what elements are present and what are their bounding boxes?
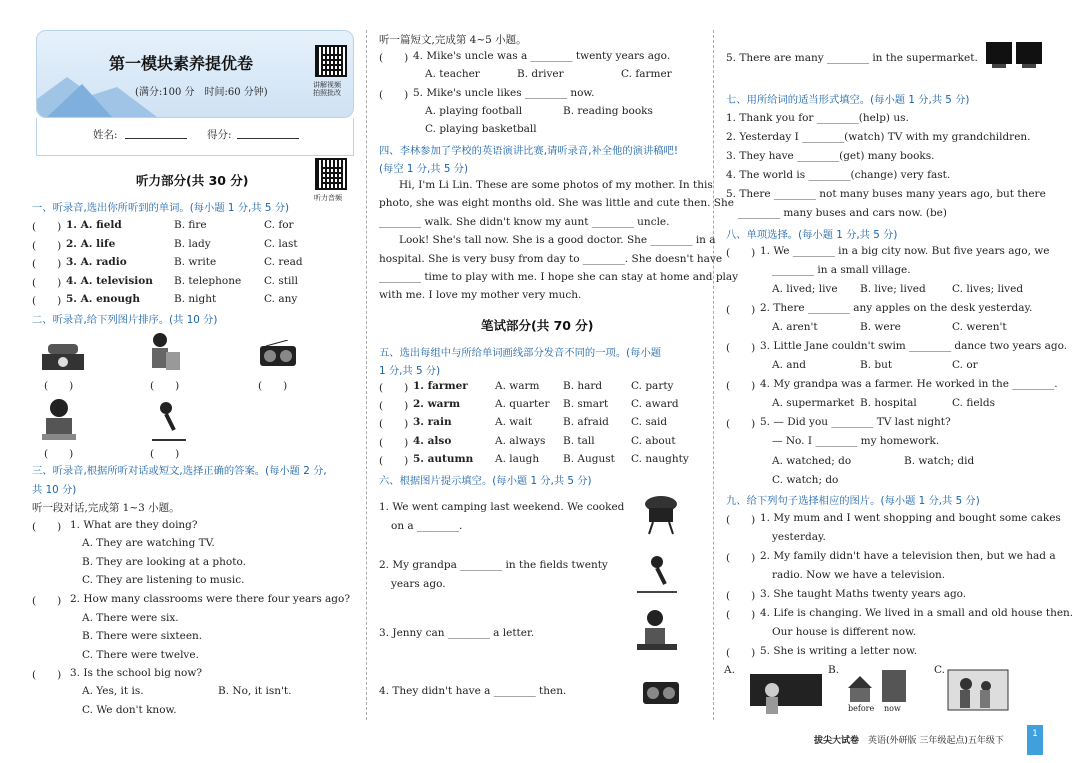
audio-qr-caption: 听力音频: [314, 194, 342, 202]
section5-title: 五、选出每组中与所给单词画线部分发音不同的一项。(每小题: [379, 347, 662, 359]
sound-option-a[interactable]: A. always: [495, 434, 546, 447]
sound-option-b[interactable]: B. smart: [563, 398, 609, 411]
footer-book: 英语(外研版 三年级起点)五年级下: [868, 736, 1004, 746]
question-2: 2. How many classrooms were there four years ago?: [70, 593, 350, 605]
score-label: 得分:: [207, 129, 232, 141]
picture-blank-2[interactable]: ( ): [150, 380, 180, 392]
picture-blank-3[interactable]: ( ): [258, 380, 288, 392]
answer-paren[interactable]: ( ): [726, 247, 756, 259]
word-form-item: ________ many buses and cars now. (be): [738, 207, 947, 219]
now-label: now: [884, 704, 901, 713]
word-form-item: 4. The world is ________(change) very fast.: [726, 169, 951, 181]
girl-cooking-picture: [142, 330, 182, 376]
name-score-box: [36, 118, 354, 156]
match-4: 4. Life is changing. We lived in a small and old house then.: [760, 607, 1074, 619]
section8-title: 八、单项选择。(每小题 1 分,共 5 分): [726, 229, 898, 241]
fill-1: 1. We went camping last weekend. We cooked: [379, 501, 625, 513]
girl-writing-picture: [635, 608, 679, 658]
answer-paren[interactable]: ( ): [32, 258, 62, 271]
sound-option-c[interactable]: C. said: [631, 416, 668, 429]
speech-line: ________ walk. She didn't know my aunt ________ uncle.: [379, 215, 670, 228]
mc-1-cont: ________ in a small village.: [772, 264, 911, 276]
column-middle: [373, 0, 739, 763]
question-1: 1. What are they doing?: [70, 519, 198, 531]
teacher-blackboard-picture: [748, 672, 824, 714]
sound-option-b[interactable]: B. tall: [563, 434, 595, 447]
option-4b[interactable]: B. driver: [517, 68, 564, 80]
mc-4a[interactable]: A. supermarket: [772, 397, 855, 409]
sound-option-c[interactable]: C. about: [631, 434, 676, 447]
option-4c[interactable]: C. farmer: [621, 68, 672, 80]
mc-3c[interactable]: C. or: [952, 359, 978, 371]
answer-paren[interactable]: ( ): [379, 382, 409, 394]
picture-label-c: C.: [934, 664, 945, 676]
sound-option-c[interactable]: C. party: [631, 380, 674, 392]
answer-paren[interactable]: ( ): [379, 436, 409, 449]
mc-1b[interactable]: B. live; lived: [860, 283, 926, 295]
option-2a[interactable]: A. There were six.: [82, 612, 179, 624]
mc-4c[interactable]: C. fields: [952, 397, 996, 409]
word-form-item: 2. Yesterday I ________(watch) TV with my grandchildren.: [726, 131, 1031, 143]
sound-option-b[interactable]: B. hard: [563, 380, 603, 392]
mc-2: 2. There ________ any apples on the desk yesterday.: [760, 302, 1033, 314]
mc-4: 4. My grandpa was a farmer. He worked in the ________.: [760, 378, 1058, 390]
match-2: 2. My family didn't have a television then, but we had a: [760, 550, 1056, 562]
answer-paren[interactable]: ( ): [379, 89, 409, 101]
word-option-c[interactable]: C. for: [264, 219, 294, 231]
answer-paren[interactable]: ( ): [379, 418, 409, 431]
fill-1-cont[interactable]: on a ________.: [391, 520, 463, 532]
passage-intro: 听一篇短文,完成第 4~5 小题。: [379, 34, 527, 46]
match-3: 3. She taught Maths twenty years ago.: [760, 588, 967, 600]
answer-paren[interactable]: ( ): [32, 239, 62, 252]
name-field[interactable]: [125, 138, 187, 139]
word-option-a[interactable]: 1. A. field: [66, 219, 122, 231]
word-option-b[interactable]: B. write: [174, 256, 217, 269]
fill-5: 5. There are many ________ in the supermarket.: [726, 52, 978, 64]
column-left: [30, 0, 360, 763]
word-option-c[interactable]: C. still: [264, 274, 299, 287]
written-heading: 笔试部分(共 70 分): [481, 318, 594, 333]
column-right: [720, 0, 1074, 763]
option-5a[interactable]: A. playing football: [425, 105, 523, 117]
section1-title: 一、听录音,选出你所听到的单词。(每小题 1 分,共 5 分): [32, 202, 290, 214]
word-form-item: 1. Thank you for ________(help) us.: [726, 112, 909, 124]
option-1a[interactable]: A. They are watching TV.: [82, 537, 215, 549]
section4-title: 四、李林参加了学校的英语演讲比赛,请听录音,补全他的演讲稿吧!: [379, 145, 678, 157]
speech-line: with me. I love my mother very much.: [379, 289, 582, 302]
picture-label-a: A.: [724, 664, 735, 676]
answer-paren[interactable]: ( ): [726, 304, 756, 316]
word-option-b[interactable]: B. night: [174, 293, 217, 306]
speech-line: ________ time to play with me. I hope she can stay at home and play: [379, 271, 739, 283]
mc-3: 3. Little Jane couldn't swim ________ dance two years ago.: [760, 340, 1068, 352]
answer-paren[interactable]: ( ): [379, 52, 409, 64]
given-word: 4. also: [413, 434, 452, 447]
answer-paren[interactable]: ( ): [726, 418, 756, 430]
section5-title-cont: 1 分,共 5 分): [379, 365, 441, 377]
option-1b[interactable]: B. They are looking at a photo.: [82, 556, 246, 568]
option-4a[interactable]: A. teacher: [425, 68, 480, 80]
fill-4: 4. They didn't have a ________ then.: [379, 685, 567, 697]
question-5: 5. Mike's uncle likes ________ now.: [413, 87, 595, 99]
page-number: 1: [1027, 725, 1043, 755]
mc-5b[interactable]: B. watch; did: [904, 455, 975, 467]
televisions-picture: [984, 40, 1044, 72]
houses-picture: [846, 668, 910, 704]
word-option-a[interactable]: 3. A. radio: [66, 256, 127, 269]
match-4-cont: Our house is different now.: [772, 626, 917, 638]
answer-paren[interactable]: ( ): [32, 221, 62, 233]
mc-1a[interactable]: A. lived; live: [772, 283, 838, 295]
score-field[interactable]: [237, 138, 299, 139]
answer-paren[interactable]: ( ): [726, 590, 756, 602]
word-option-c[interactable]: C. any: [264, 293, 298, 306]
radio-picture-2: [641, 676, 681, 706]
given-word: 3. rain: [413, 416, 452, 429]
sound-option-a[interactable]: A. warm: [495, 380, 540, 392]
telephone-picture: [38, 336, 88, 374]
section9-title: 九、给下列句子选择相应的图片。(每小题 1 分,共 5 分): [726, 495, 980, 507]
sound-option-c[interactable]: C. award: [631, 398, 679, 411]
qr-caption: 讲解视频 拍照批改: [313, 81, 341, 97]
section7-title: 七、用所给词的适当形式填空。(每小题 1 分,共 5 分): [726, 94, 970, 106]
section4-title-cont: (每空 1 分,共 5 分): [379, 163, 468, 175]
column-divider: [713, 30, 714, 720]
word-option-b[interactable]: B. lady: [174, 237, 211, 250]
answer-paren[interactable]: ( ): [726, 342, 756, 354]
word-option-b[interactable]: B. fire: [174, 219, 207, 231]
answer-paren[interactable]: ( ): [32, 669, 62, 681]
option-5b[interactable]: B. reading books: [563, 105, 653, 117]
option-3b[interactable]: B. No, it isn't.: [218, 685, 292, 697]
qr-code[interactable]: [315, 45, 347, 77]
shopping-picture: [946, 668, 1010, 712]
mc-2a[interactable]: A. aren't: [772, 321, 818, 333]
mc-2c[interactable]: C. weren't: [952, 321, 1007, 333]
mc-3a[interactable]: A. and: [772, 359, 807, 371]
given-word: 1. farmer: [413, 380, 468, 392]
word-option-a[interactable]: 2. A. life: [66, 237, 116, 250]
title-banner: [36, 30, 354, 118]
word-option-c[interactable]: C. read: [264, 256, 303, 269]
dialogue-intro: 听一段对话,完成第 1~3 小题。: [32, 502, 180, 514]
answer-paren[interactable]: ( ): [32, 595, 62, 607]
section3-title-cont: 共 10 分): [32, 484, 77, 496]
audio-qr-code[interactable]: [315, 158, 347, 190]
answer-paren[interactable]: ( ): [32, 276, 62, 289]
sound-option-a[interactable]: A. quarter: [495, 398, 550, 411]
picture-blank-4[interactable]: ( ): [44, 448, 74, 460]
boy-writing-picture: [40, 396, 78, 442]
option-2c[interactable]: C. There were twelve.: [82, 649, 199, 661]
picture-blank-5[interactable]: ( ): [150, 448, 180, 460]
answer-paren[interactable]: ( ): [726, 380, 756, 392]
match-1: 1. My mum and I went shopping and bought some cakes: [760, 512, 1061, 524]
mc-1c[interactable]: C. lives; lived: [952, 283, 1024, 295]
picture-blank-1[interactable]: ( ): [44, 380, 74, 392]
question-3: 3. Is the school big now?: [70, 667, 202, 679]
page-title: 第一模块素养提优卷: [109, 54, 254, 73]
match-5: 5. She is writing a letter now.: [760, 645, 918, 657]
given-word: 5. autumn: [413, 452, 474, 465]
mc-5-cont: — No. I ________ my homework.: [772, 435, 940, 447]
score-time: (满分:100 分 时间:60 分钟): [135, 87, 268, 98]
question-4: 4. Mike's uncle was a ________ twenty years ago.: [413, 50, 671, 62]
answer-paren[interactable]: ( ): [726, 552, 756, 564]
section3-title: 三、听录音,根据所听对话或短文,选择正确的答案。(每小题 2 分,: [32, 465, 327, 477]
word-option-c[interactable]: C. last: [264, 237, 298, 250]
answer-paren[interactable]: ( ): [726, 514, 756, 526]
farmer-field-picture: [635, 554, 679, 598]
mc-5a[interactable]: A. watched; do: [772, 455, 852, 467]
farmer-picture: [148, 400, 188, 444]
word-option-a[interactable]: 4. A. television: [66, 274, 153, 287]
fill-2-cont: years ago.: [391, 578, 446, 590]
word-form-item: 3. They have ________(get) many books.: [726, 150, 935, 162]
option-1c[interactable]: C. They are listening to music.: [82, 574, 245, 586]
radio-picture: [258, 340, 298, 368]
word-form-item: 5. There ________ not many buses many years ago, but there: [726, 188, 1046, 200]
match-2-cont: radio. Now we have a television.: [772, 569, 946, 581]
sound-option-b[interactable]: B. August: [563, 452, 615, 465]
speech-line: photo, she was eight months old. She was little and cute then. She: [379, 197, 734, 210]
option-3c[interactable]: C. We don't know.: [82, 704, 177, 716]
column-divider: [366, 30, 367, 720]
answer-paren[interactable]: ( ): [379, 400, 409, 413]
picture-label-b: B.: [828, 664, 840, 676]
match-1-cont: yesterday.: [772, 531, 826, 543]
option-2b[interactable]: B. There were sixteen.: [82, 630, 203, 642]
speech-line: Hi, I'm Li Lin. These are some photos of my mother. In this: [399, 179, 713, 191]
answer-paren[interactable]: ( ): [726, 647, 756, 659]
speech-line: Look! She's tall now. She is a good doctor. She ________ in a: [399, 234, 716, 247]
section6-title: 六、根据图片提示填空。(每小题 1 分,共 5 分): [379, 475, 592, 487]
name-label: 姓名:: [93, 129, 118, 141]
fill-2: 2. My grandpa ________ in the fields twenty: [379, 559, 608, 571]
word-option-b[interactable]: B. telephone: [174, 274, 242, 287]
sound-option-a[interactable]: A. wait: [495, 416, 533, 429]
before-label: before: [848, 704, 875, 713]
section2-title: 二、听录音,给下列图片排序。(共 10 分): [32, 314, 218, 326]
sound-option-b[interactable]: B. afraid: [563, 416, 609, 429]
sound-option-c[interactable]: C. naughty: [631, 452, 689, 465]
word-option-a[interactable]: 5. A. enough: [66, 293, 141, 306]
listening-heading: 听力部分(共 30 分): [136, 173, 249, 188]
answer-paren[interactable]: ( ): [32, 521, 62, 533]
mc-2b[interactable]: B. were: [860, 321, 901, 333]
mc-3b[interactable]: B. but: [860, 359, 893, 371]
mc-5c[interactable]: C. watch; do: [772, 474, 839, 486]
mc-1: 1. We ________ in a big city now. But five years ago, we: [760, 245, 1050, 257]
given-word: 2. warm: [413, 398, 461, 411]
answer-paren[interactable]: ( ): [726, 609, 756, 621]
fill-3: 3. Jenny can ________ a letter.: [379, 627, 535, 639]
option-5c[interactable]: C. playing basketball: [425, 123, 537, 135]
answer-paren[interactable]: ( ): [379, 454, 409, 467]
bbq-grill-picture: [641, 488, 681, 536]
option-3a[interactable]: A. Yes, it is.: [82, 685, 144, 697]
footer-brand: 拔尖大试卷: [814, 736, 860, 746]
sound-option-a[interactable]: A. laugh: [495, 452, 540, 465]
speech-line: hospital. She is very busy from day to ________. She doesn't have: [379, 252, 723, 265]
answer-paren[interactable]: ( ): [32, 295, 62, 308]
mc-4b[interactable]: B. hospital: [860, 397, 917, 409]
mc-5: 5. — Did you ________ TV last night?: [760, 416, 951, 428]
